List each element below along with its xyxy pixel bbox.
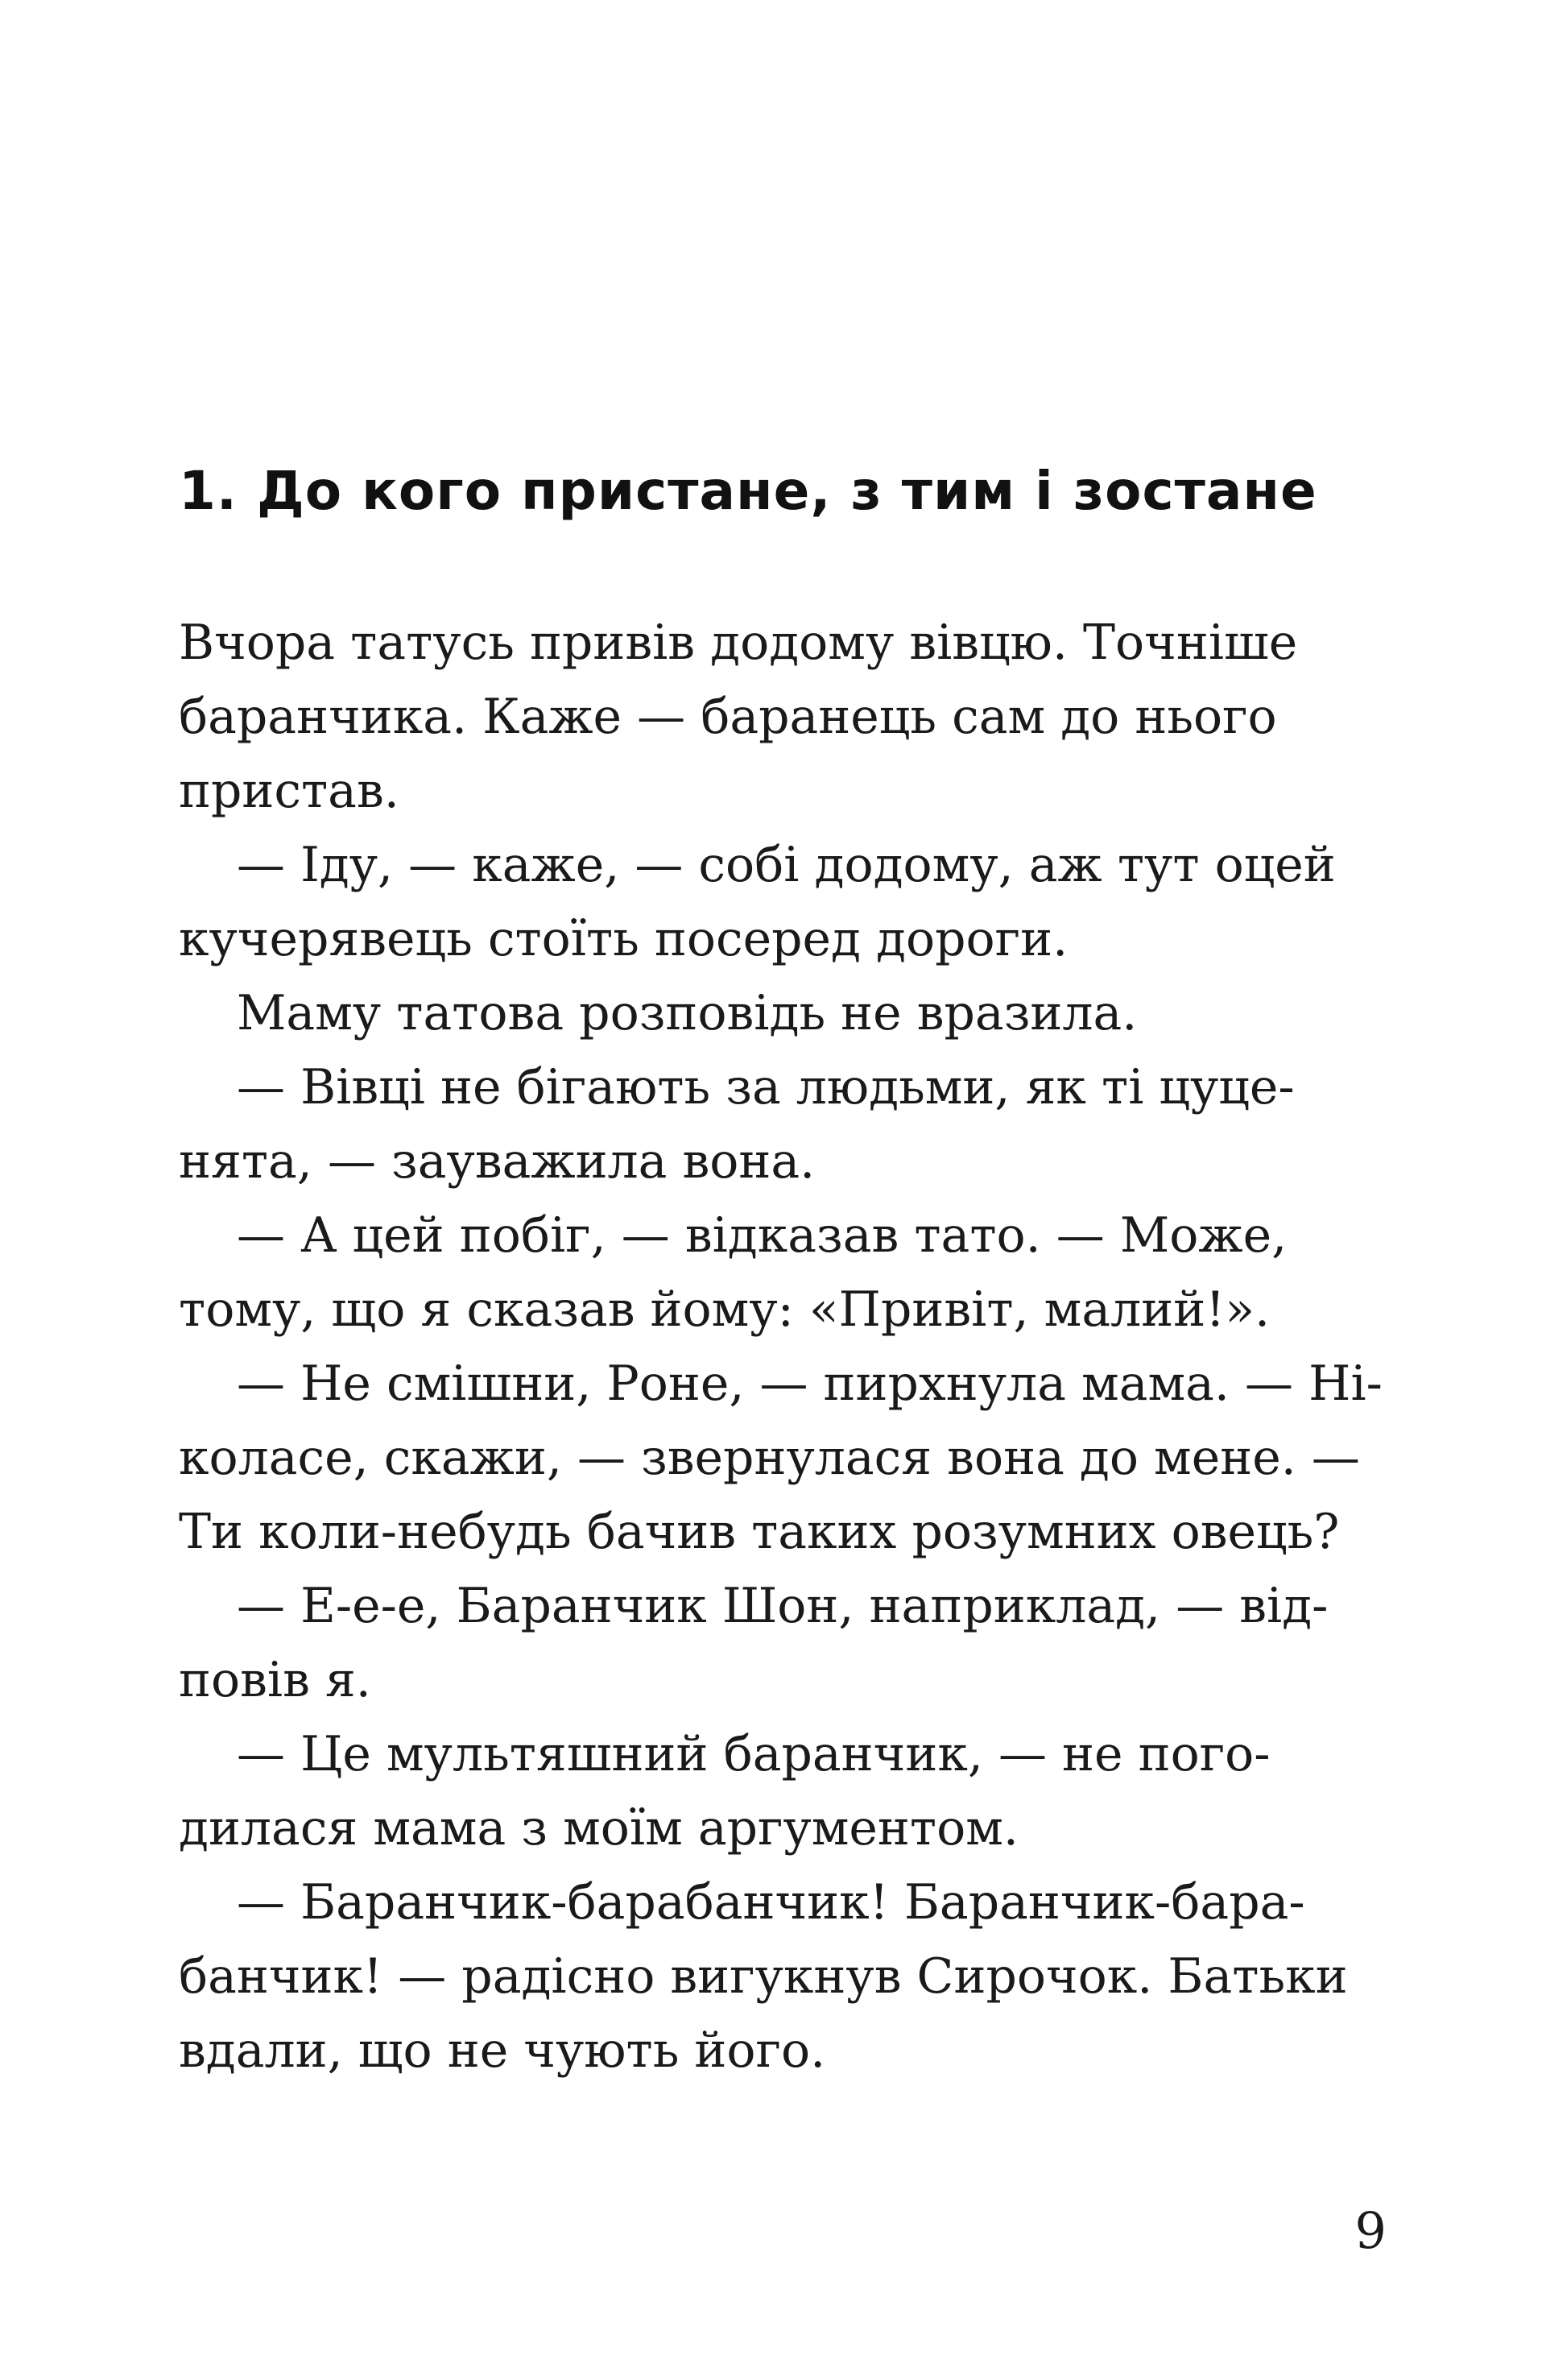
text-line: Маму татова розповідь не вразила. [237,985,1138,1041]
text-line: вдали, що не чують його. [179,2022,826,2079]
text-line: — Це мультяшний баранчик, — не пого- [237,1726,1271,1782]
text-line: Ти коли-небудь бачив таких розумних овець? [179,1504,1340,1560]
text-line: — А цей побіг, — відказав тато. — Може, [237,1207,1288,1264]
text-line: — Баранчик-барабанчик! Баранчик-бара- [237,1874,1305,1931]
page-number: 9 [1354,2201,1387,2260]
text-line: баранчика. Каже — баранець сам до нього [179,689,1277,745]
chapter-title: 1. До кого пристане, з тим і зостане [179,460,1317,522]
text-line: дилася мама з моїм аргументом. [179,1800,1019,1856]
body-text [179,606,1383,2088]
text-line: пристав. [179,763,399,819]
text-line: — Вівці не бігають за людьми, як ті цуце- [237,1059,1295,1115]
text-line: Вчора татусь привів додому вівцю. Точніше [179,615,1298,671]
text-line: — Е-е-е, Баранчик Шон, наприклад, — від- [237,1578,1329,1634]
text-line: нята, — зауважила вона. [179,1133,816,1190]
text-line: — Іду, — каже, — собі додому, аж тут оцей [237,837,1336,893]
text-line: банчик! — радісно вигукнув Сирочок. Батьки [179,1948,1348,2005]
text-line: коласе, скажи, — звернулася вона до мене. — [179,1430,1360,1486]
text-line: тому, що я сказав йому: «Привіт, малий!». [179,1281,1271,1338]
text-line: — Не смішни, Роне, — пирхнула мама. — Ні- [237,1356,1383,1412]
text-line: кучерявець стоїть посеред дороги. [179,911,1069,967]
text-line: повів я. [179,1652,371,1708]
